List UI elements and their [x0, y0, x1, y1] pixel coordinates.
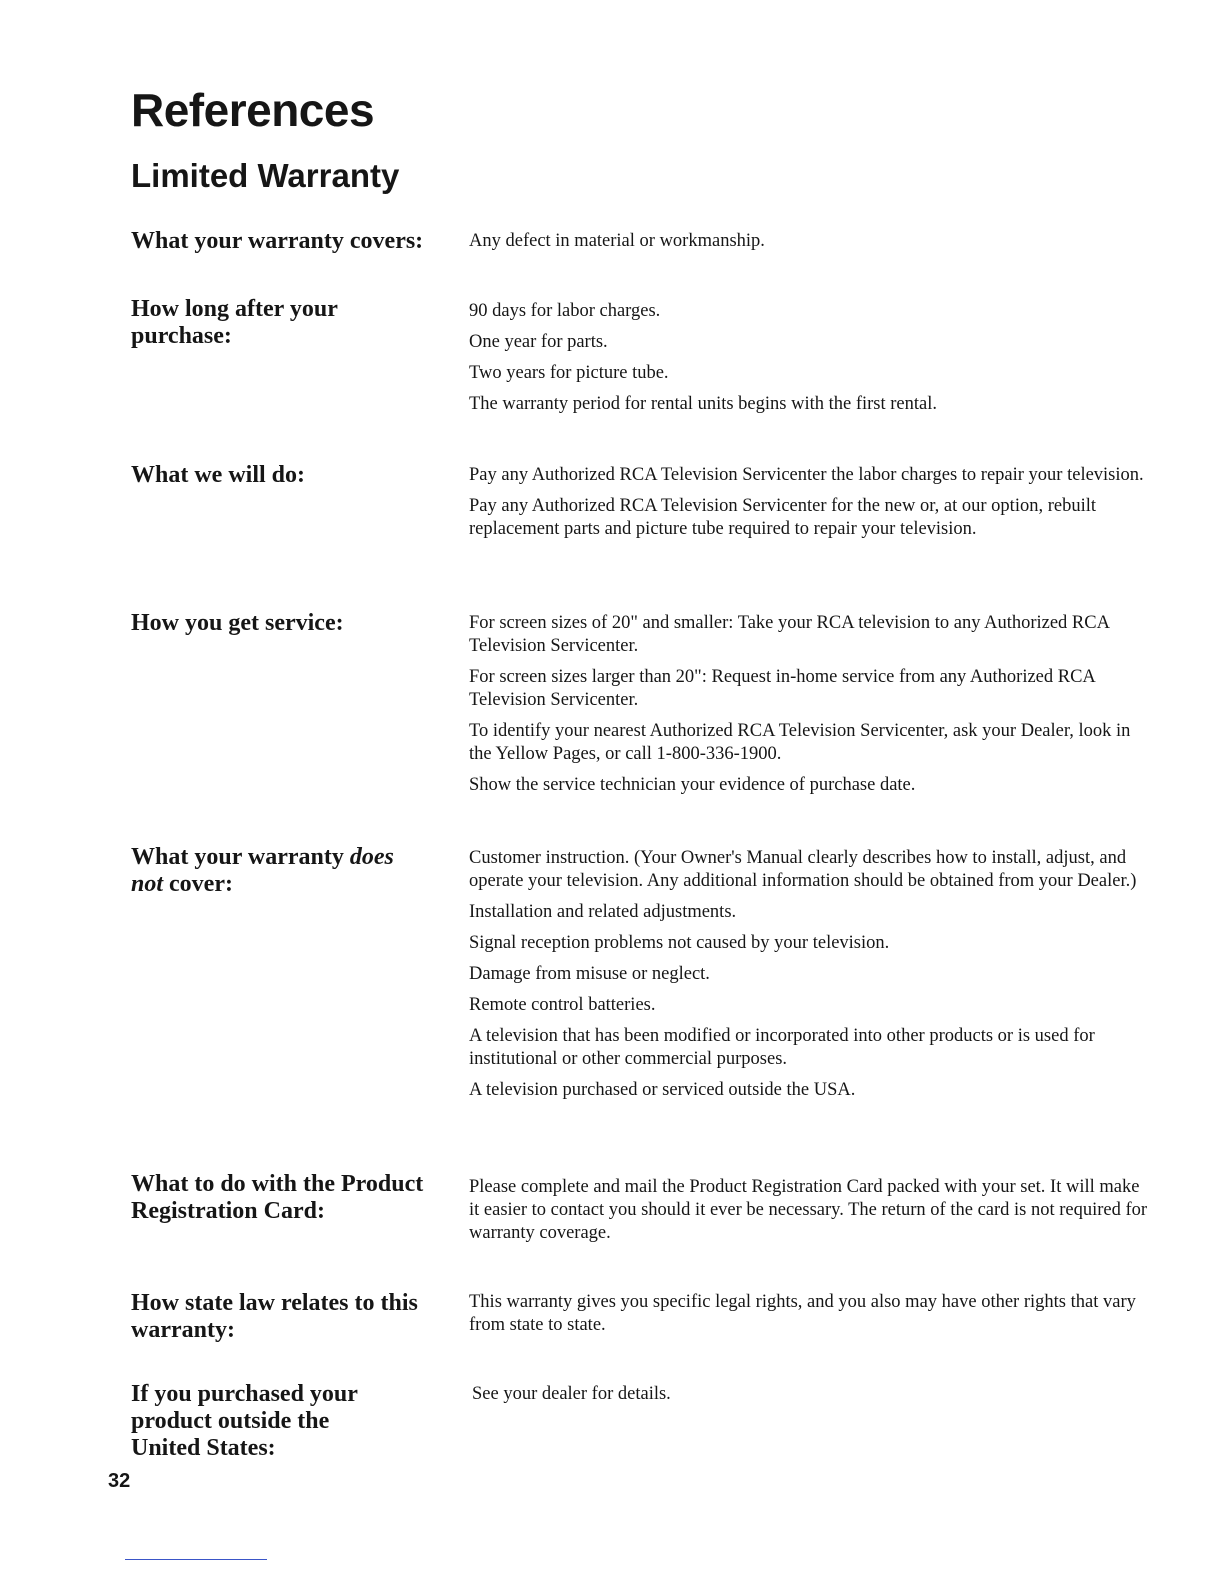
content-paragraph: Pay any Authorized RCA Television Servicenter the labor charges to repair your television. — [469, 465, 1144, 485]
content-paragraph: Signal reception problems not caused by your television. — [469, 933, 890, 953]
content-paragraph: One year for parts. — [469, 332, 608, 352]
row-label-what-we-do: What we will do: — [131, 462, 305, 488]
section-title: Limited Warranty — [131, 157, 400, 194]
row-content-what-we-do — [469, 464, 1149, 549]
content-paragraph: The warranty period for rental units begins with the first rental. — [469, 394, 938, 414]
content-paragraph: Please complete and mail the Product Registration Card packed with your set. It will make it easier to contact you should it ever be necessary. The return of the card is not required for warranty coverage. — [469, 1177, 1148, 1243]
content-paragraph: See your dealer for details. — [472, 1384, 671, 1404]
row-content-duration — [469, 300, 1149, 424]
content-paragraph: To identify your nearest Authorized RCA Television Servicenter, ask your Dealer, look in the Yellow Pages, or call 1-800-336-1900. — [469, 721, 1131, 764]
footer-rule — [125, 1559, 267, 1560]
row-content-not-covered — [469, 847, 1149, 1110]
row-content-registration-card — [469, 1176, 1149, 1253]
row-label-outside-us: If you purchased your product outside the United States: — [131, 1381, 358, 1461]
row-label-get-service: How you get service: — [131, 610, 344, 636]
content-paragraph: Installation and related adjustments. — [469, 902, 737, 922]
content-paragraph: Any defect in material or workmanship. — [469, 231, 765, 251]
content-paragraph: Remote control batteries. — [469, 995, 656, 1015]
row-label-registration-card: What to do with the Product Registration Card: — [131, 1171, 424, 1224]
label-prefix: What your warranty — [131, 844, 350, 870]
label-emphasis-not: not — [131, 871, 164, 897]
content-paragraph: A television purchased or serviced outside the USA. — [469, 1080, 856, 1100]
content-paragraph: Damage from misuse or neglect. — [469, 964, 710, 984]
content-paragraph: Show the service technician your evidence of purchase date. — [469, 775, 916, 795]
content-paragraph: For screen sizes larger than 20": Request in-home service from any Authorized RCA Television Servicenter. — [469, 667, 1095, 710]
content-paragraph: Pay any Authorized RCA Television Servicenter for the new or, at our option, rebuilt replacement parts and picture tube required to repair your television. — [469, 496, 1097, 539]
row-label-state-law: How state law relates to this warranty: — [131, 1290, 418, 1343]
row-content-get-service — [469, 612, 1149, 805]
content-paragraph: This warranty gives you specific legal rights, and you also may have other rights that vary from state to state. — [469, 1292, 1136, 1335]
row-label-duration: How long after your purchase: — [131, 296, 338, 349]
row-content-outside-us — [472, 1383, 1152, 1414]
content-paragraph: Two years for picture tube. — [469, 363, 669, 383]
label-suffix: cover: — [163, 871, 233, 897]
row-content-state-law — [469, 1291, 1149, 1345]
content-paragraph: A television that has been modified or incorporated into other products or is used for institutional or other commercial purposes. — [469, 1026, 1095, 1069]
content-paragraph: 90 days for labor charges. — [469, 301, 661, 321]
content-paragraph: For screen sizes of 20" and smaller: Take your RCA television to any Authorized RCA Television Servicenter. — [469, 613, 1109, 656]
page-title: References — [131, 84, 375, 136]
page-number: 32 — [108, 1470, 131, 1492]
row-label-not-covered — [131, 844, 421, 898]
row-label-coverage: What your warranty covers: — [131, 228, 424, 254]
row-content-coverage — [469, 230, 1149, 261]
content-paragraph: Customer instruction. (Your Owner's Manual clearly describes how to install, adjust, and operate your television. Any additional information should be obtained from your Dealer.) — [469, 848, 1137, 891]
label-emphasis-does: does — [349, 844, 394, 870]
